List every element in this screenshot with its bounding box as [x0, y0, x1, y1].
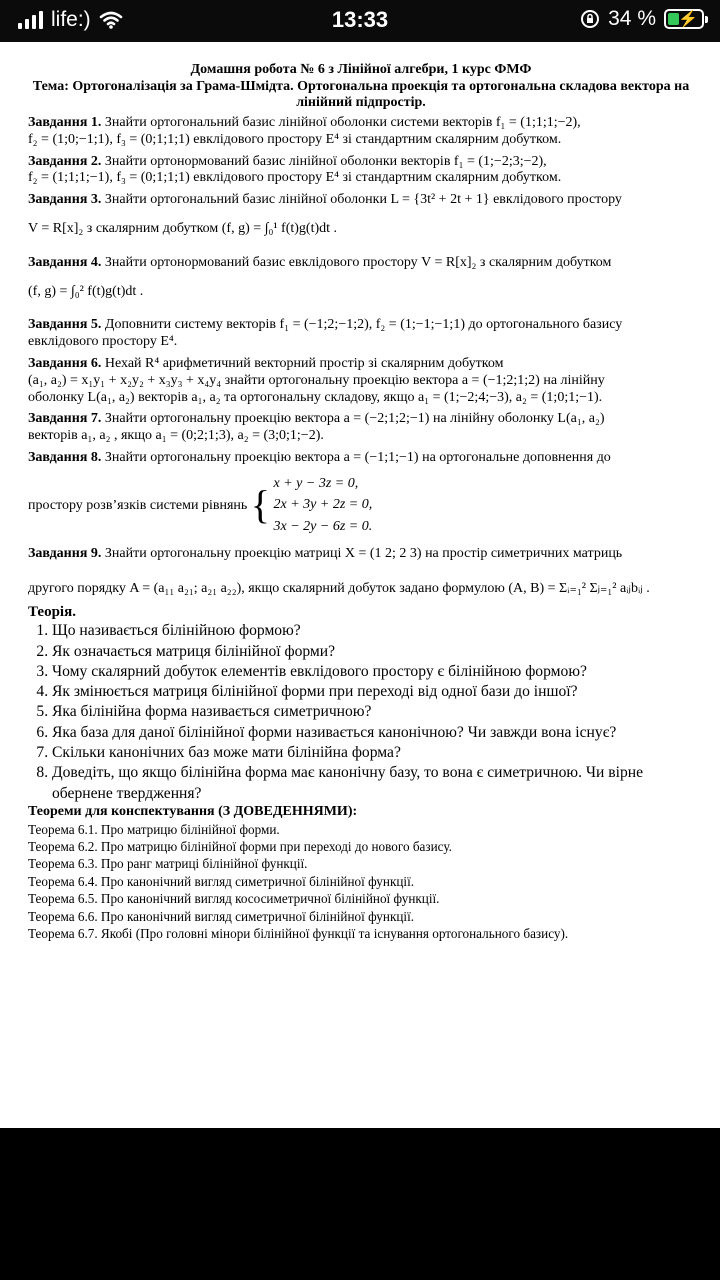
system-brace: {	[250, 482, 270, 528]
task-7	[28, 411, 694, 445]
task-text: f₂ = (1;0;−1;1), f₃ = (0;1;1;1) евклідового простору E⁴ зі стандартним скалярним добутком.	[28, 131, 562, 147]
task-label: Завдання 5.	[28, 317, 102, 333]
task-label: Завдання 7.	[28, 411, 102, 427]
task-6	[28, 356, 694, 406]
task-5	[28, 317, 694, 351]
task-label: Завдання 3.	[28, 192, 102, 208]
theory-question: 3. Чому скалярний добуток елементів евклідового простору є білінійною формою?	[52, 662, 694, 682]
task-label: Завдання 2.	[28, 153, 102, 169]
theory-question: 5. Яка білінійна форма називається симетричною?	[52, 702, 694, 722]
task-label: Завдання 4.	[28, 254, 102, 270]
task-text: другого порядку A = (a₁₁ a₂₁; a₂₁ a₂₂), якщо скалярний добуток задано формулою (A, B) = Σᵢ₌₁² Σⱼ₌₁² aᵢⱼbᵢⱼ .	[28, 580, 650, 596]
theory-heading: Теорія.	[28, 604, 76, 621]
task-text: Знайти ортогональну проекцію матриці X = (1 2; 2 3) на простір симетричних матриць	[104, 545, 623, 561]
theorem-item: Теорема 6.3. Про ранг матриці білінійної функції.	[28, 856, 308, 872]
task-text: Знайти ортонормований базис лінійної оболонки векторів f₁ = (1;−2;3;−2),	[104, 153, 547, 169]
task-text: Знайти ортогональну проекцію вектора a = (−2;1;2;−1) на лінійну оболонку L(a₁, a₂)	[104, 411, 605, 427]
task-text: Доповнити систему векторів f₁ = (−1;2;−1;2), f₂ = (1;−1;−1;1) до ортогонального базису	[104, 317, 623, 333]
carrier-label: life:)	[51, 8, 91, 31]
equation: 2x + 3y + 2z = 0,	[273, 497, 373, 513]
theorem-item: Теорема 6.6. Про канонічний вигляд симетричної білінійної функції.	[28, 908, 415, 924]
task-text: V = R[x]₂ з скалярним добутком (f, g) = ∫₀¹ f(t)g(t)dt .	[28, 220, 338, 236]
task-text: f₂ = (1;1;1;−1), f₃ = (0;1;1;1) евклідового простору E⁴ зі стандартним скалярним добутком.	[28, 170, 562, 186]
task-label: Завдання 6.	[28, 355, 102, 371]
task-1	[28, 115, 694, 149]
equation: 3x − 2y − 6z = 0.	[273, 519, 373, 535]
battery-group	[580, 7, 704, 31]
theorem-item: Теорема 6.2. Про матрицю білінійної форми при переході до нового базису.	[28, 839, 452, 854]
document-page	[0, 42, 720, 1128]
task-text: Нехай R⁴ арифметичний векторний простір зі скалярним добутком	[104, 355, 504, 371]
task-text: евклідового простору E⁴.	[28, 334, 178, 350]
task-text: векторів a₁, a₂ , якщо a₁ = (0;2;1;3), a₂ = (3;0;1;−2).	[28, 428, 324, 444]
document-topic: Тема: Ортогоналізація за Грама-Шмідта. Ортогональна проекція та ортогональна складова вектора на лінійний підпростір.	[32, 78, 690, 110]
theory-list	[28, 621, 694, 803]
task-text: Знайти ортонормований базис евклідового простору V = R[x]₂ з скалярним добутком	[104, 254, 612, 270]
theory-question: 6. Яка база для даної білінійної форми називається канонічною? Чи завжди вона існує?	[52, 723, 694, 743]
theorem-item: Теорема 6.7. Якобі (Про головні мінори білінійної функції та існування ортогонального базису).	[28, 926, 569, 942]
task-8	[28, 450, 694, 538]
clock: 13:33	[331, 7, 389, 32]
theorem-item: Теорема 6.1. Про матрицю білінійної форми.	[28, 821, 280, 837]
theory-question: 4. Як змінюється матриця білінійної форми при переході від одної бази до іншої?	[52, 682, 694, 702]
equation-system	[274, 473, 373, 538]
equation: x + y − 3z = 0,	[273, 475, 359, 491]
theorem-item: Теорема 6.5. Про канонічний вигляд кососиметричної білінійної функції.	[28, 891, 440, 907]
theory-question: 2. Як означається матриця білінійної форми?	[52, 642, 694, 662]
task-text: (a₁, a₂) = x₁y₁ + x₂y₂ + x₃y₃ + x₄y₄ знайти ортогональну проекцію вектора a = (−1;2;1;2) на лінійну	[28, 372, 605, 388]
orientation-lock-icon	[580, 9, 600, 29]
task-text: Знайти ортогональний базис лінійної оболонки L = {3t² + 2t + 1} евклідового простору	[104, 192, 622, 208]
task-3	[28, 192, 694, 238]
task-text: Знайти ортогональну проекцію вектора a = (−1;1;−1) на ортогональне доповнення до	[104, 449, 611, 465]
task-9	[28, 546, 694, 598]
task-label: Завдання 9.	[28, 545, 102, 561]
document-title: Домашня робота № 6 з Лінійної алгебри, 1 курс ФМФ	[190, 62, 532, 77]
task-label: Завдання 8.	[28, 449, 102, 465]
task-text: оболонку L(a₁, a₂) векторів a₁, a₂ та ортогональну складову, якщо a₁ = (1;−2;4;−3), a₂ = (1;0;1;−1).	[28, 389, 603, 405]
task-2	[28, 154, 694, 188]
theory-question: 1. Що називається білінійною формою?	[52, 621, 694, 641]
theorems-heading: Теореми для конспектування (З ДОВЕДЕННЯМИ):	[28, 803, 358, 819]
theorem-item: Теорема 6.4. Про канонічний вигляд симетричної білінійної функції.	[28, 873, 415, 889]
theory-question: 8. Доведіть, що якщо білінійна форма має канонічну базу, то вона є симетричною. Чи вірне обернене твердження?	[52, 763, 694, 804]
charging-bolt-icon: ⚡	[678, 11, 698, 28]
status-bar	[0, 0, 720, 42]
battery-percent: 34 %	[608, 7, 656, 30]
theory-question: 7. Скільки канонічних баз може мати білінійна форма?	[52, 743, 694, 763]
task-label: Завдання 1.	[28, 114, 102, 130]
task-text: (f, g) = ∫₀² f(t)g(t)dt .	[28, 283, 144, 299]
task-text: Знайти ортогональний базис лінійної оболонки системи векторів f₁ = (1;1;1;−2),	[104, 114, 581, 130]
battery-icon	[664, 9, 704, 29]
task-text: простору розв’язків системи рівнянь	[28, 497, 248, 513]
task-4	[28, 255, 694, 301]
